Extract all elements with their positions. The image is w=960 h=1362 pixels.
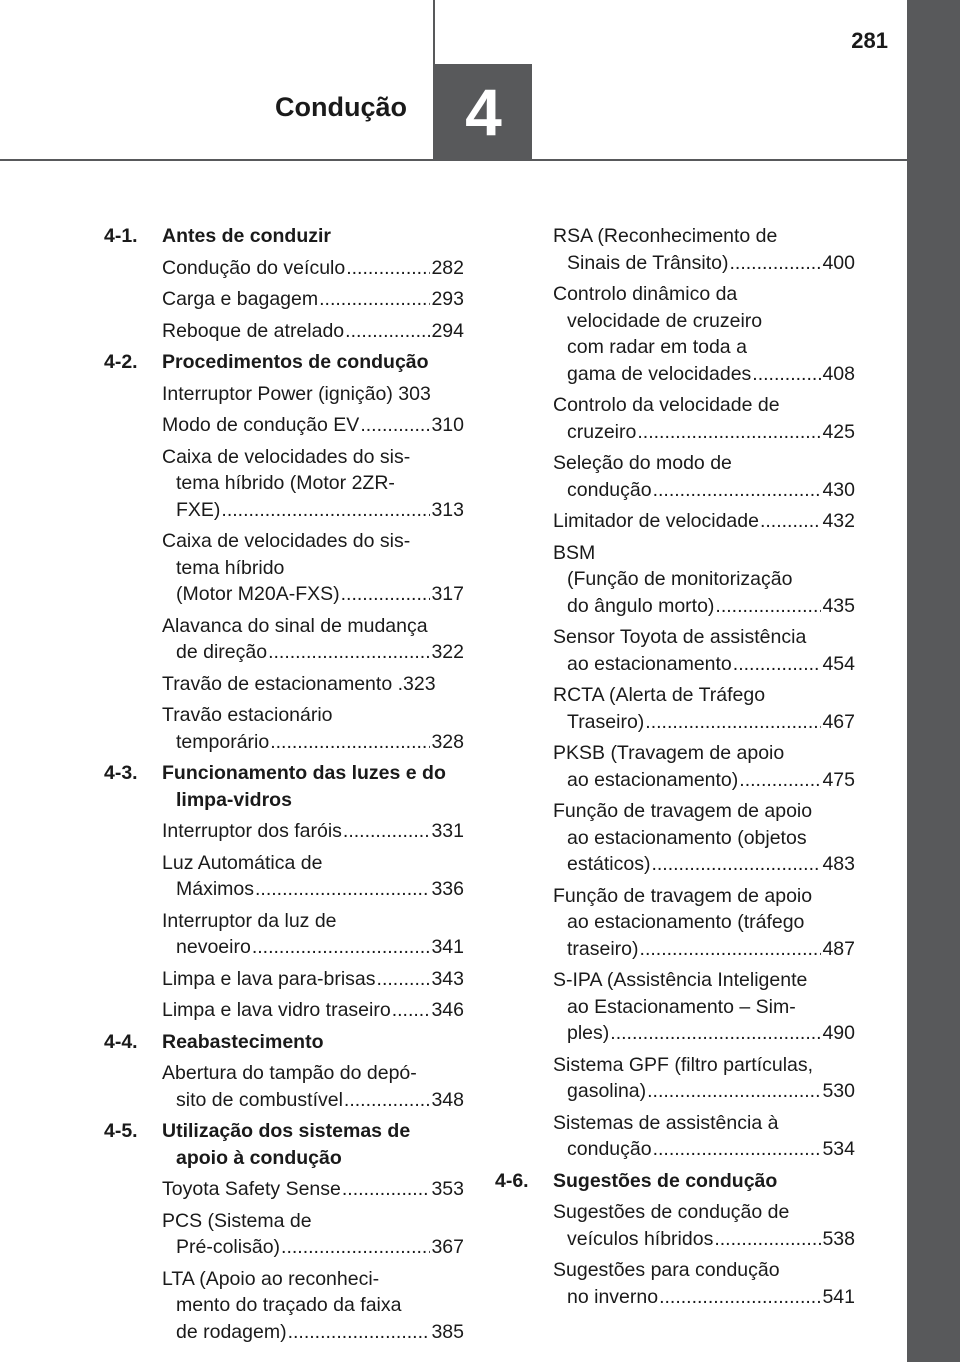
section-title: Utilização dos sistemas de apoio à condução — [162, 1120, 411, 1169]
toc-entry[interactable] — [162, 381, 464, 408]
entry-label: Controlo da velocidade de — [553, 394, 780, 416]
entry-label-cont: sito de combustível — [176, 1088, 343, 1111]
toc-entry[interactable] — [553, 740, 855, 793]
toc-entry[interactable] — [162, 1176, 464, 1203]
entry-label-cont: velocidade de cruzeiro — [567, 309, 763, 332]
entry-label: Seleção do modo de — [553, 452, 732, 474]
entry-label-cont: Pré-colisão) — [176, 1236, 281, 1258]
toc-entry[interactable] — [162, 818, 464, 845]
toc-section-4-5[interactable] — [104, 1118, 464, 1171]
entry-label: Limitador de velocidade — [553, 510, 759, 532]
toc-entry[interactable] — [162, 1208, 464, 1261]
entry-label-cont: cruzeiro — [567, 420, 637, 443]
toc-entry[interactable] — [162, 286, 464, 313]
entry-label: Interruptor da luz de — [162, 909, 337, 932]
section-number: 4-6. — [495, 1169, 529, 1192]
toc-entry[interactable] — [553, 883, 855, 963]
toc-entry[interactable] — [162, 908, 464, 961]
section-number: 4-2. — [104, 351, 138, 373]
entry-label: Travão estacionário — [162, 704, 333, 726]
entry-label: BSM — [553, 541, 596, 564]
entry-page: 346 — [431, 999, 464, 1021]
entry-label-cont: condução — [567, 1138, 652, 1160]
entry-label: Limpa e lava para-brisas — [162, 967, 376, 990]
entry-page: 310 — [431, 414, 464, 436]
entry-label: Caixa de velocidades do sis- — [162, 445, 411, 468]
toc-entry[interactable] — [162, 412, 464, 439]
entry-label-cont: Máximos — [176, 878, 255, 900]
toc-entry[interactable] — [553, 682, 855, 735]
entry-label: Alavanca do sinal de mudança — [162, 614, 428, 637]
entry-page: 341 — [431, 936, 464, 958]
entry-label: Luz Automática de — [162, 851, 323, 874]
entry-page: 353 — [431, 1178, 464, 1200]
entry-label-cont: traseiro) — [567, 937, 639, 960]
toc-entry[interactable] — [553, 223, 855, 276]
entry-label-cont: mento do traçado da faixa — [176, 1294, 402, 1316]
entry-label: Função de travagem de apoio — [553, 884, 813, 907]
toc-entry[interactable] — [553, 624, 855, 677]
entry-label-cont: condução — [567, 478, 652, 501]
entry-label: Toyota Safety Sense — [162, 1178, 341, 1200]
toc-entry[interactable] — [553, 1110, 855, 1163]
entry-label: Interruptor Power (ignição) 303 — [162, 382, 431, 405]
entry-label: Abertura do tampão do depó- — [162, 1062, 417, 1084]
toc-entry[interactable] — [162, 671, 464, 698]
section-number: 4-1. — [104, 225, 138, 247]
toc-entry[interactable] — [162, 444, 464, 524]
entry-label-cont: tema híbrido (Motor 2ZR- — [176, 472, 395, 494]
entry-label: Sensor Toyota de assistência — [553, 626, 807, 648]
entry-page: 328 — [431, 730, 464, 753]
entry-page: 343 — [431, 967, 464, 990]
toc-entry[interactable] — [162, 702, 464, 755]
entry-label: Controlo dinâmico da — [553, 283, 738, 305]
entry-page: 282 — [431, 256, 464, 279]
toc-entry[interactable] — [553, 798, 855, 878]
entry-page: 294 — [431, 319, 464, 342]
entry-label: Sugestões para condução — [553, 1259, 780, 1281]
entry-label: Carga e bagagem — [162, 288, 319, 310]
toc-entry[interactable] — [162, 1060, 464, 1113]
entry-label-cont: veículos híbridos — [567, 1227, 714, 1250]
entry-label-cont: ao Estacionamento – Sim- — [567, 995, 796, 1018]
toc-section-4-6[interactable] — [495, 1168, 855, 1195]
toc-entry[interactable] — [162, 528, 464, 608]
entry-page: 432 — [822, 510, 855, 532]
toc-section-4-4[interactable] — [104, 1029, 464, 1056]
entry-page: 400 — [822, 251, 855, 274]
entry-page: 487 — [822, 937, 855, 960]
entry-label: PCS (Sistema de — [162, 1209, 312, 1232]
entry-label-cont: no inverno — [567, 1285, 659, 1308]
entry-page: 313 — [431, 498, 464, 521]
section-number: 4-4. — [104, 1030, 138, 1053]
entry-page: 538 — [822, 1227, 855, 1250]
entry-page: 435 — [822, 594, 855, 617]
section-title: Reabastecimento — [162, 1030, 324, 1053]
toc-section-4-2[interactable] — [104, 349, 464, 376]
section-number: 4-5. — [104, 1120, 138, 1142]
entry-label: RCTA (Alerta de Tráfego — [553, 684, 766, 706]
entry-page: 490 — [822, 1022, 855, 1044]
entry-page: 331 — [431, 820, 464, 842]
entry-label: Interruptor dos faróis — [162, 820, 342, 842]
entry-page: 293 — [431, 288, 464, 310]
entry-label: Sugestões de condução de — [553, 1201, 790, 1223]
chapter-sidebar-tab — [907, 0, 960, 1362]
entry-page: 348 — [431, 1088, 464, 1111]
entry-label-cont: ples) — [567, 1022, 610, 1044]
section-title: Sugestões de condução — [553, 1169, 778, 1192]
entry-label-cont: gasolina) — [567, 1080, 647, 1102]
entry-page: 317 — [431, 583, 464, 605]
entry-page: 467 — [822, 710, 855, 733]
toc-entry[interactable] — [162, 850, 464, 903]
entry-label-cont: de rodagem) — [176, 1320, 287, 1343]
entry-label: PKSB (Travagem de apoio — [553, 742, 785, 764]
chapter-title: Condução — [275, 92, 407, 122]
toc-entry[interactable] — [162, 966, 464, 993]
toc-entry[interactable] — [553, 281, 855, 387]
toc-entry[interactable] — [162, 997, 464, 1024]
entry-page: 475 — [822, 768, 855, 791]
entry-label: Condução do veículo — [162, 256, 346, 279]
entry-label: S-IPA (Assistência Inteligente — [553, 969, 808, 991]
toc-entry[interactable] — [553, 1052, 855, 1105]
entry-label-cont: nevoeiro — [176, 936, 251, 958]
toc-right-column — [495, 223, 855, 1310]
entry-label: Função de travagem de apoio — [553, 800, 813, 822]
page-number: 281 — [851, 28, 888, 53]
entry-label: RSA (Reconhecimento de — [553, 225, 778, 247]
entry-page: 385 — [431, 1320, 464, 1343]
toc-entry[interactable] — [553, 540, 855, 620]
entry-page: 454 — [822, 652, 855, 675]
entry-label-cont: (Motor M20A-FXS) — [176, 583, 340, 605]
toc-entry[interactable] — [553, 1199, 855, 1252]
entry-label: Caixa de velocidades do sis- — [162, 530, 411, 552]
toc-entry[interactable] — [553, 967, 855, 1047]
section-title: Procedimentos de condução — [162, 351, 429, 373]
entry-label-cont: (Função de monitorização — [567, 568, 793, 590]
entry-label-cont: Sinais de Trânsito) — [567, 251, 729, 274]
entry-label: Modo de condução EV — [162, 414, 360, 436]
entry-page: 367 — [431, 1236, 464, 1258]
toc-entry[interactable] — [553, 450, 855, 503]
toc-entry[interactable] — [553, 392, 855, 445]
section-title: Antes de conduzir — [162, 225, 332, 247]
toc-entry[interactable] — [553, 508, 855, 535]
toc-entry[interactable] — [553, 1257, 855, 1310]
entry-label-cont: ao estacionamento (objetos — [567, 826, 807, 849]
chapter-number-badge: 4 — [435, 64, 532, 161]
entry-label: Travão de estacionamento .323 — [162, 672, 436, 695]
entry-label-cont: com radar em toda a — [567, 336, 747, 358]
toc-section-4-1[interactable] — [104, 223, 464, 250]
entry-label: Sistema GPF (filtro partículas, — [553, 1053, 814, 1076]
entry-label-cont: do ângulo morto) — [567, 594, 715, 617]
entry-page: 336 — [431, 878, 464, 900]
entry-page: 534 — [822, 1138, 855, 1160]
toc-entry[interactable] — [162, 613, 464, 666]
entry-page: 425 — [822, 420, 855, 443]
entry-label: LTA (Apoio ao reconheci- — [162, 1267, 380, 1290]
toc-entry[interactable] — [162, 255, 464, 282]
toc-entry[interactable] — [162, 318, 464, 345]
entry-page: 322 — [431, 641, 464, 663]
entry-label: Reboque de atrelado — [162, 319, 345, 342]
entry-label-cont: ao estacionamento) — [567, 768, 739, 791]
entry-page: 530 — [822, 1080, 855, 1102]
entry-label-cont: de direção — [176, 641, 268, 663]
entry-label: Limpa e lava vidro traseiro — [162, 999, 391, 1021]
entry-label: Sistemas de assistência à — [553, 1111, 779, 1134]
section-title: Funcionamento das luzes e do limpa-vidros — [162, 762, 446, 811]
entry-label-cont: ao estacionamento (tráfego — [567, 911, 805, 933]
entry-label-cont: temporário — [176, 730, 270, 753]
entry-label-cont: FXE) — [176, 498, 221, 521]
entry-label-cont: tema híbrido — [176, 556, 285, 579]
toc-entry[interactable] — [162, 1266, 464, 1346]
entry-page: 408 — [822, 362, 855, 385]
entry-page: 430 — [822, 478, 855, 501]
toc-left-column — [104, 223, 464, 1345]
toc-section-4-3[interactable] — [104, 760, 464, 813]
entry-label-cont: estáticos) — [567, 853, 651, 875]
entry-label-cont: gama de velocidades — [567, 362, 752, 385]
entry-label-cont: Traseiro) — [567, 710, 645, 733]
section-number: 4-3. — [104, 762, 138, 784]
entry-label-cont: ao estacionamento — [567, 652, 732, 675]
entry-page: 483 — [822, 853, 855, 875]
entry-page: 541 — [822, 1285, 855, 1308]
